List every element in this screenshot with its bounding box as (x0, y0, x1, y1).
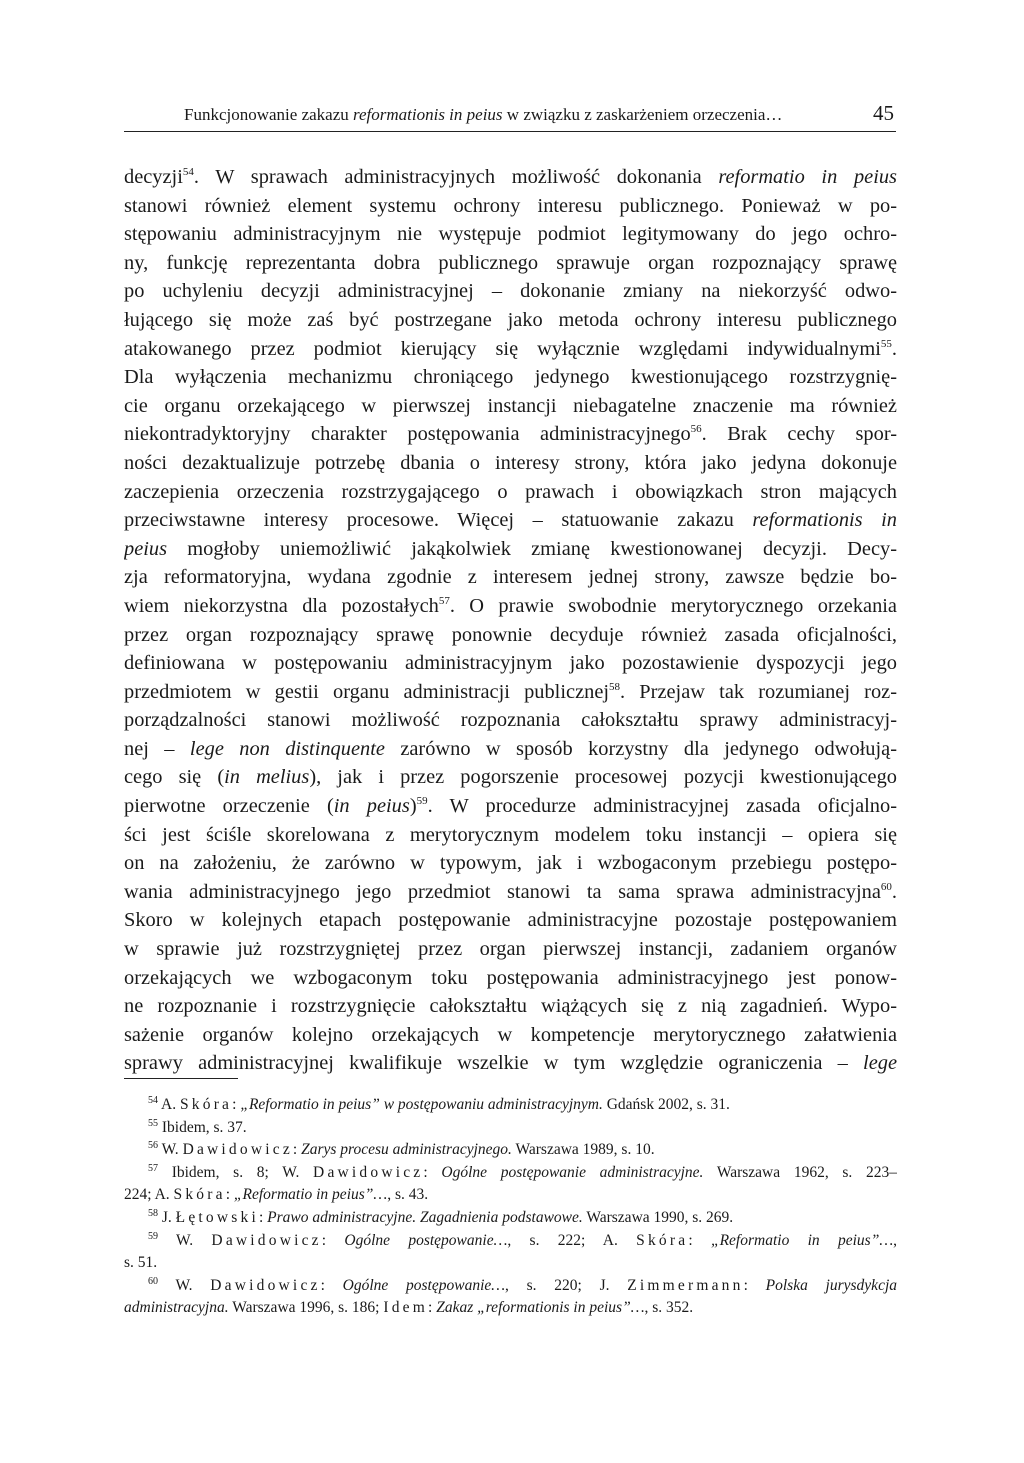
footnote-60 (124, 1275, 897, 1320)
footnote-number: 58 (148, 1207, 158, 1219)
running-header-title (184, 105, 782, 125)
footnote-line: s. 51. (124, 1254, 158, 1272)
text-line: przeciwstawne interesy procesowe. Więcej – statuowanie zakazu reformationis in (124, 509, 897, 532)
text-line: sprawy administracyjnej kwalifikuje wszelkie w tym względzie ograniczenia – lege (124, 1052, 897, 1075)
footnote-number: 59 (148, 1230, 158, 1242)
text-line: peius mogłoby uniemożliwić jakąkolwiek zmianę kwestionowanej decyzji. Decy- (124, 537, 897, 560)
footnote-ref[interactable]: 55 (880, 337, 892, 350)
text-line: decyzji$^{54}$. W sprawach administracyjnych możliwość dokonania reformatio in peius (124, 166, 897, 188)
text-line: on na założeniu, że zarówno w typowym, jak i wzbogaconym przebiegu postępo- (124, 852, 897, 875)
text-line: ny, funkcję reprezentanta dobra publicznego sprawuje organ rozpoznający sprawę (124, 251, 897, 274)
footnote-57 (124, 1162, 897, 1207)
footnote-line: $^{60}$ W. Dawidowicz: Ogólne postępowanie…, s. 220; J. Zimmermann: Polska jurysdykcja (148, 1275, 897, 1294)
text-line: wiem niekorzystna dla pozostałych$^{57}$. O prawie swobodnie merytorycznego orzekania (124, 594, 897, 617)
footnote-ref[interactable]: 58 (609, 680, 621, 693)
footnote-separator (124, 1078, 238, 1079)
footnote-ref[interactable]: 57 (438, 595, 450, 608)
text-line: atakowanego przez podmiot kierujący się wyłącznie względami indywidualnymi$^{55}$. (124, 337, 897, 360)
text-line: porządzalności stanowi możliwość rozpoznania całokształtu sprawy administracyj- (124, 709, 897, 732)
footnote-55 (124, 1117, 897, 1140)
text-line: zaczepienia orzeczenia rozstrzygającego o prawach i obowiązkach stron mających (124, 480, 897, 503)
footnote-line: $^{57}$ Ibidem, s. 8; W. Dawidowicz: Ogólne postępowanie administracyjne. Warszawa 1962, s. 223– (148, 1162, 897, 1181)
text-line: przedmiotem w gestii organu administracji publicznej$^{58}$. Przejaw tak rozumianej roz- (124, 680, 897, 703)
footnote-line: administracyjna. Warszawa 1996, s. 186; Idem: Zakaz „reformationis in peius”…, s. 352. (124, 1299, 694, 1317)
text-line: Skoro w kolejnych etapach postępowanie administracyjne pozostaje postępowaniem (124, 909, 897, 932)
page-number: 45 (873, 101, 894, 125)
footnote-line: 224; A. Skóra: „Reformatio in peius”…, s. 43. (124, 1186, 429, 1204)
footnote-line: $^{55}$ Ibidem, s. 37. (148, 1117, 247, 1136)
text-line: łującego się może zaś być postrzegane jako metoda ochrony interesu publicznego (124, 308, 897, 331)
footnote-59 (124, 1230, 897, 1275)
footnote-ref[interactable]: 60 (880, 881, 892, 894)
footnote-54 (124, 1094, 897, 1117)
header-title-italic: reformationis in peius (353, 105, 503, 124)
text-line: wania administracyjnego jego przedmiot stanowi ta sama sprawa administracyjna$^{60}$. (124, 880, 897, 903)
text-line: stanowi również element systemu ochrony interesu publicznego. Ponieważ w po- (124, 194, 897, 217)
footnote-line: $^{59}$ W. Dawidowicz: Ogólne postępowanie…, s. 222; A. Skóra: „Reformatio in peius”…, (148, 1230, 897, 1249)
footnote-56 (124, 1139, 897, 1162)
text-line: Dla wyłączenia mechanizmu chroniącego jedynego kwestionującego rozstrzygnię- (124, 366, 897, 389)
footnote-number: 57 (148, 1162, 158, 1174)
footnote-line: $^{58}$ J. Łętowski: Prawo administracyjne. Zagadnienia podstawowe. Warszawa 1990, s. 269. (148, 1207, 734, 1226)
text-line: stępowaniu administracyjnym nie występuje podmiot legitymowany do jego ochro- (124, 223, 897, 246)
footnote-number: 60 (148, 1275, 158, 1287)
footnote-number: 56 (148, 1140, 158, 1152)
running-header (124, 101, 896, 132)
header-title-text: w związku z zaskarżeniem orzeczenia… (502, 105, 783, 124)
footnote-number: 55 (148, 1117, 158, 1129)
footnote-58 (124, 1207, 897, 1230)
footnote-number: 54 (148, 1094, 158, 1106)
text-line: niekontradyktoryjny charakter postępowania administracyjnego$^{56}$. Brak cechy spor- (124, 423, 897, 446)
text-line: cie organu orzekającego w pierwszej instancji niebagatelne znaczenie ma również (124, 394, 897, 417)
text-line: pierwotne orzeczenie (in peius)$^{59}$. W procedurze administracyjnej zasada oficjalno- (124, 795, 897, 818)
text-line: cego się (in melius), jak i przez pogorszenie procesowej pozycji kwestionującego (124, 766, 897, 789)
footnote-ref[interactable]: 54 (182, 166, 194, 179)
text-line: definiowana w postępowaniu administracyjnym jako pozostawienie dyspozycji jego (124, 652, 897, 675)
text-line: przez organ rozpoznający sprawę ponownie decyduje również zasada oficjalności, (124, 623, 897, 646)
text-line: po uchyleniu decyzji administracyjnej – dokonanie zmiany na niekorzyść odwo- (124, 280, 897, 303)
text-line: zja reformatoryjna, wydana zgodnie z interesem jednej strony, zawsze będzie bo- (124, 566, 897, 589)
main-text (124, 163, 897, 1078)
text-line: sażenie organów kolejno orzekających w kompetencje merytorycznego załatwienia (124, 1023, 897, 1046)
footnote-line: $^{54}$ A. Skóra: „Reformatio in peius” w postępowaniu administracyjnym. Gdańsk 2002, s. 31. (148, 1094, 730, 1113)
footnote-line: $^{56}$ W. Dawidowicz: Zarys procesu administracyjnego. Warszawa 1989, s. 10. (148, 1140, 655, 1159)
footnotes (124, 1094, 897, 1320)
header-title-text: Funkcjonowanie zakazu (184, 105, 353, 124)
footnote-ref[interactable]: 56 (690, 423, 702, 436)
text-line: orzekających we wzbogaconym toku postępowania administracyjnego jest ponow- (124, 966, 897, 989)
text-line: ści jest ściśle skorelowana z merytorycznym modelem toku instancji – opiera się (124, 823, 897, 846)
text-line: w sprawie już rozstrzygniętej przez organ pierwszej instancji, zadaniem organów (124, 938, 897, 961)
footnote-ref[interactable]: 59 (416, 795, 428, 808)
text-line: nej – lege non distinquente zarówno w sposób korzystny dla jedynego odwołują- (124, 737, 897, 760)
text-line: ności dezaktualizuje potrzebę dbania o interesy strony, która jako jedyna dokonuje (124, 451, 897, 474)
text-line: ne rozpoznanie i rozstrzygnięcie całokształtu wiążących się z nią zagadnień. Wypo- (124, 995, 897, 1018)
